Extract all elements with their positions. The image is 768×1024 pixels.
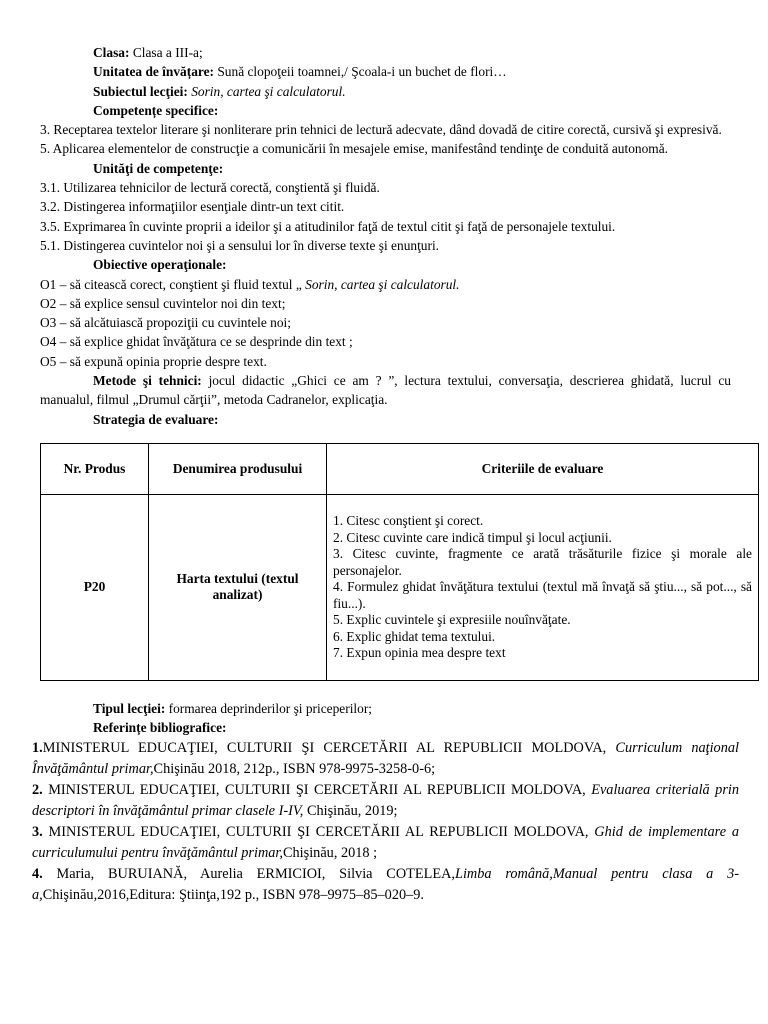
clasa-label: Clasa: bbox=[93, 45, 130, 60]
unitati-title: Unităţi de competenţe: bbox=[93, 160, 224, 176]
competente-item: 3. Receptarea textelor literare şi nonliterare prin tehnici de lectură adecvate, dând dovadă de citire corectă, cursivă şi expresivă. bbox=[40, 122, 722, 138]
o1-title: Sorin, cartea şi calculatorul. bbox=[305, 276, 460, 292]
obiectiv-o1: O1 – să citească corect, conştient şi fluid textul „ Sorin, cartea şi calculatorul. bbox=[40, 276, 460, 292]
clasa-line bbox=[40, 43, 731, 62]
competente-title: Competențe specifice: bbox=[93, 102, 219, 118]
strategia-title: Strategia de evaluare: bbox=[93, 411, 219, 427]
criteriu-item: 5. Explic cuvintele şi expresiile nouînvăţate. bbox=[333, 612, 571, 628]
unitatea-line bbox=[40, 62, 731, 81]
cell-criterii bbox=[327, 494, 759, 680]
criteriu-item: 4. Formulez ghidat învăţătura textului (textul mă învaţă să ştiu..., să pot..., să fiu...). bbox=[333, 579, 752, 611]
lesson-plan-page bbox=[32, 43, 752, 906]
unitatea-value: Sună clopoţeii toamnei,/ Şcoala-i un buchet de flori… bbox=[217, 64, 507, 80]
criteriu-item: 6. Explic ghidat tema textului. bbox=[333, 628, 496, 644]
subiectul-label: Subiectul lecţiei: bbox=[93, 83, 188, 99]
obiectiv-item: O3 – să alcătuiască propoziţii cu cuvintele noi; bbox=[40, 315, 291, 331]
competente-item: 5. Aplicarea elementelor de construcţie a comunicării în mesajele emise, manifestând tendinţe de conduită autonomă. bbox=[40, 141, 669, 157]
obiectiv-item: O5 – să expună opinia proprie despre text. bbox=[40, 353, 267, 369]
subiectul-line bbox=[40, 82, 731, 101]
metode-label: Metode şi tehnici: bbox=[93, 373, 202, 389]
tipul-line bbox=[40, 699, 731, 718]
competente-list bbox=[40, 120, 731, 159]
subiectul-value: Sorin, cartea şi calculatorul. bbox=[191, 83, 346, 99]
metode-text: jocul didactic „Ghici ce am ? ”, lectura textului, conversaţia, descrierea ghidată, lucrul cu manualul, filmul „Drumul cărţii”, metoda Cadranelor, explicaţia. bbox=[40, 373, 732, 408]
cell-produs: P20 bbox=[41, 494, 149, 680]
referinta-item: 1.MINISTERUL EDUCAŢIEI, CULTURII ŞI CERCETĂRII AL REPUBLICII MOLDOVA, Curriculum naţional Învăţământul primar,Chişinău 2018, 212p., ISBN 978-9975-3258-0-6; bbox=[32, 739, 739, 777]
header-criterii: Criteriile de evaluare bbox=[327, 443, 759, 494]
obiective-title: Obiective operaţionale: bbox=[93, 257, 227, 273]
header-denumire: Denumirea produsului bbox=[149, 443, 327, 494]
referinta-item: 4. Maria, BURUIANĂ, Aurelia ERMICIOI, Silvia COTELEA,Limba română,Manual pentru clasa a 3-a,Chişinău,2016,Editura: Ştiinţa,192 p., ISBN 978–9975–85–020–9. bbox=[32, 865, 740, 903]
referinte-title: Referințe bibliografice: bbox=[93, 720, 227, 736]
unitati-item: 3.1. Utilizarea tehnicilor de lectură corectă, conştientă şi fluidă. bbox=[40, 180, 380, 196]
tipul-label: Tipul lecţiei: bbox=[93, 700, 166, 716]
tipul-value: formarea deprinderilor şi priceperilor; bbox=[168, 700, 373, 716]
header-nr-produs: Nr. Produs bbox=[41, 443, 149, 494]
table-row bbox=[41, 494, 759, 680]
unitatea-label: Unitatea de învățare: bbox=[93, 64, 214, 80]
table-header-row bbox=[41, 443, 759, 494]
referinta-item: 2. MINISTERUL EDUCAŢIEI, CULTURII ŞI CERCETĂRII AL REPUBLICII MOLDOVA, Evaluarea criterială prin descriptori în învăţământul primar clasele I-IV, Chişinău, 2019; bbox=[32, 781, 740, 819]
referinte-list bbox=[32, 738, 739, 906]
cell-denumire: Harta textului (textul analizat) bbox=[149, 494, 327, 680]
evaluation-table bbox=[40, 443, 759, 681]
metode-paragraph bbox=[40, 371, 731, 410]
unitati-item: 5.1. Distingerea cuvintelor noi şi a sensului lor în diverse texte şi enunţuri. bbox=[40, 237, 440, 253]
unitati-item: 3.2. Distingerea informaţiilor esenţiale dintr-un text citit. bbox=[40, 199, 345, 215]
criteriu-item: 3. Citesc cuvinte, fragmente ce arată trăsăturile fizice şi morale ale personajelor. bbox=[333, 546, 752, 578]
clasa-value: Clasa a III-a; bbox=[132, 45, 203, 60]
referinta-item: 3. MINISTERUL EDUCAŢIEI, CULTURII ŞI CERCETĂRII AL REPUBLICII MOLDOVA, Ghid de implementare a curriculumului pentru învăţământul primar,Chişinău, 2018 ; bbox=[32, 823, 740, 861]
criteriu-item: 2. Citesc cuvinte care indică timpul şi locul acţiunii. bbox=[333, 529, 612, 545]
obiectiv-item: O4 – să explice ghidat învăţătura ce se desprinde din text ; bbox=[40, 334, 353, 350]
criteriu-item: 7. Expun opinia mea despre text bbox=[333, 645, 506, 661]
obiectiv-item: O2 – să explice sensul cuvintelor noi din text; bbox=[40, 295, 286, 311]
unitati-item: 3.5. Exprimarea în cuvinte proprii a ideilor şi a atitudinilor faţă de textul citit şi faţă de personajele textului. bbox=[40, 218, 616, 234]
criteriu-item: 1. Citesc conştient şi corect. bbox=[333, 513, 484, 529]
